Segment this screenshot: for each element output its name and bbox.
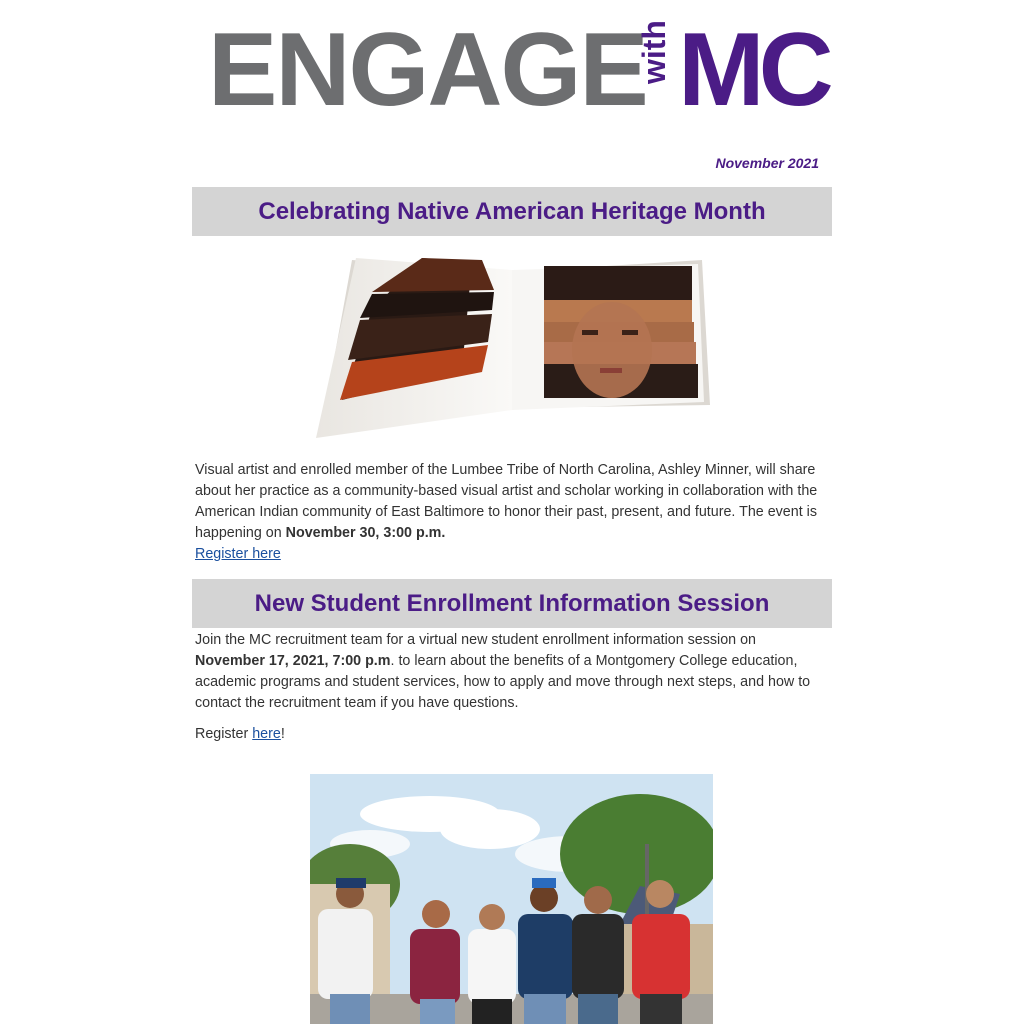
logo-with-text: with — [636, 20, 672, 84]
enrollment-description — [195, 630, 825, 714]
section-title-heritage: Celebrating Native American Heritage Month — [258, 197, 766, 225]
logo-mc-text: MC — [678, 12, 828, 128]
enrollment-event-date: November 17, 2021, 7:00 p.m — [195, 653, 391, 669]
enrollment-register-prefix: Register — [195, 726, 253, 742]
heritage-register-link[interactable]: Register here — [195, 546, 281, 562]
enrollment-register-link[interactable]: here — [252, 726, 281, 742]
enrollment-body-prefix: Join the MC recruitment team for a virtual new student enrollment information session on — [195, 632, 757, 648]
students-walking-photo — [310, 774, 713, 1024]
heritage-description — [195, 460, 825, 544]
enrollment-register-suffix: ! — [280, 726, 285, 742]
section-header-heritage — [192, 187, 832, 236]
section-title-enrollment: New Student Enrollment Information Session — [254, 589, 770, 617]
artist-book-image — [312, 250, 712, 442]
issue-date: November 2021 — [715, 155, 819, 171]
enrollment-body-suffix: . to learn about the benefits of a Montgomery College education, academic programs and student services, how to apply and move through next steps, and how to contact the recruitment team if you have questions. — [195, 653, 811, 711]
section-header-enrollment — [192, 579, 832, 628]
heritage-body-text: Visual artist and enrolled member of the Lumbee Tribe of North Carolina, Ashley Minner, will share about her practice as a community-based visual artist and scholar working in collaboration with the American Indian community of East Baltimore to honor their past, present, and future. The event is happening on — [195, 462, 818, 541]
heritage-event-date: November 30, 3:00 p.m. — [285, 525, 446, 541]
enrollment-register-line — [195, 724, 825, 745]
engage-with-mc-logo — [208, 12, 828, 128]
logo-engage-text: ENGAGE — [208, 12, 647, 128]
